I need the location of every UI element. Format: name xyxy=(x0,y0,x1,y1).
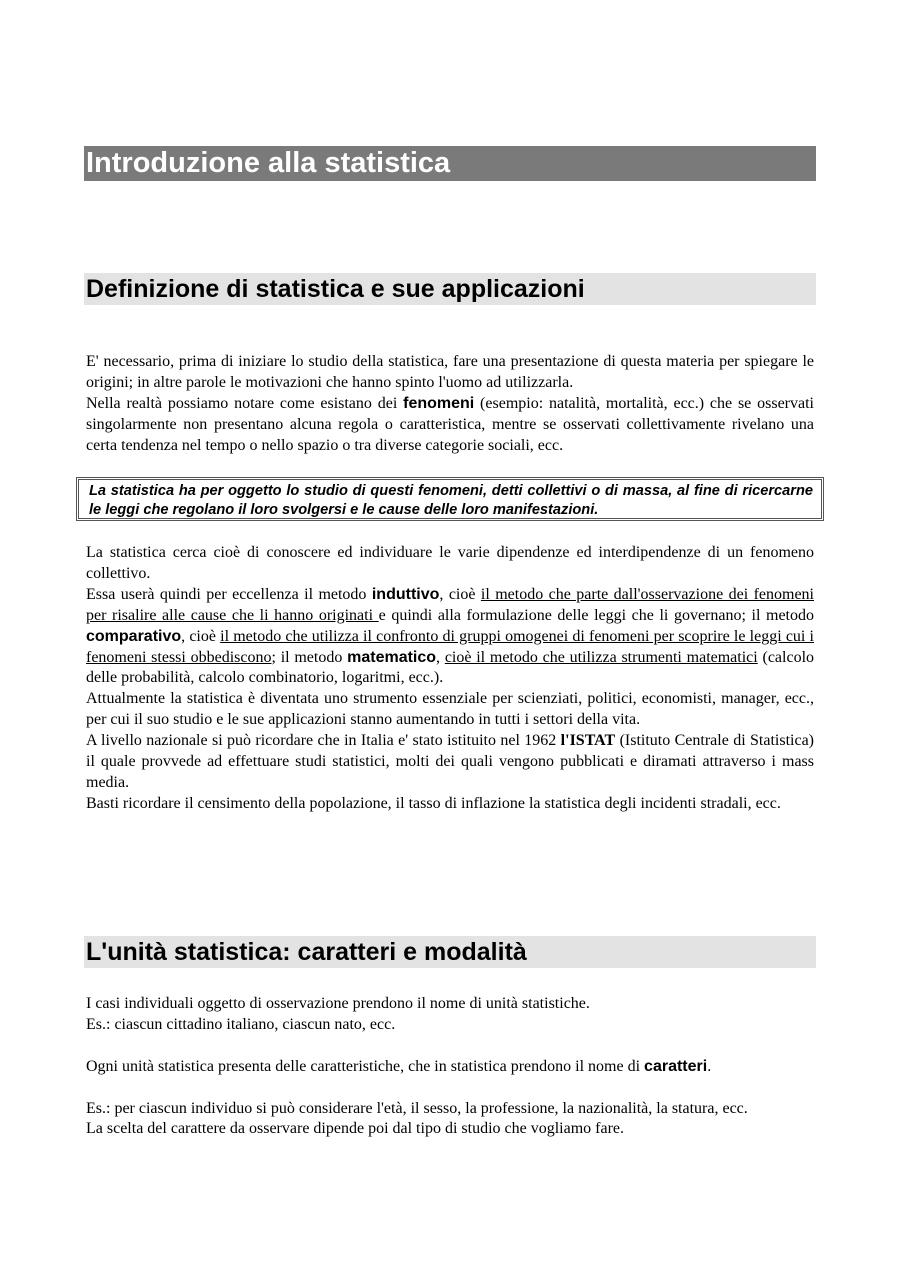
paragraph: Es.: per ciascun individuo si può considerare l'età, il sesso, la professione, la nazionalità, la statura, ecc. xyxy=(86,1099,748,1117)
paragraph: Ogni unità statistica presenta delle caratteristiche, che in statistica prendono il nome di caratteri. xyxy=(86,1057,712,1075)
term-comparativo: comparativo xyxy=(86,627,182,645)
paragraph: E' necessario, prima di iniziare lo studio della statistica, fare una presentazione di questa materia per spiegare le origini; in altre parole le motivazioni che hanno spinto l'uomo ad utilizzarla. xyxy=(86,353,814,391)
paragraph: La scelta del carattere da osservare dipende poi dal tipo di studio che vogliamo fare. xyxy=(86,1120,625,1138)
paragraph: I casi individuali oggetto di osservazione prendono il nome di unità statistiche. xyxy=(86,995,590,1012)
term-fenomeni: fenomeni xyxy=(403,394,475,412)
paragraph: Essa userà quindi per eccellenza il metodo induttivo, cioè il metodo che parte dall'osservazione dei fenomeni per risalire alle cause che li hanno originati e quindi alla formulazione delle leggi che li governano; il metodo comparativo, cioè il metodo che utilizza il confronto di gruppi omogenei di fenomeni per scoprire le leggi cui i fenomeni stessi obbediscono; il metodo matematico, cioè il metodo che utilizza strumenti matematici (calcolo delle probabilità, calcolo combinatorio, logaritmi, ecc.). xyxy=(86,585,815,687)
paragraph: A livello nazionale si può ricordare che in Italia e' stato istituito nel 1962 l'ISTAT (Istituto Centrale di Statistica) il quale provvede ad effettuare studi statistici, molti dei quali vengono pubblicati e diramati attraverso i mass media. xyxy=(86,732,815,791)
section-heading-unita: L'unità statistica: caratteri e modalità xyxy=(84,936,816,968)
paragraph: La statistica cerca cioè di conoscere ed individuare le varie dipendenze ed interdipendenze di un fenomeno collettivo. xyxy=(86,544,814,582)
page-title: Introduzione alla statistica xyxy=(84,146,816,181)
paragraph: Attualmente la statistica è diventata uno strumento essenziale per scienziati, politici, economisti, manager, ecc., per cui il suo studio e le sue applicazioni stanno aumentando in tutti i settori della vita. xyxy=(86,690,814,729)
underlined-definition: il metodo che utilizza il confronto di gruppi omogenei di fenomeni per scoprire le leggi cui i fenomeni stessi obbediscono xyxy=(86,627,814,666)
underlined-definition: il metodo che parte dall'osservazione dei fenomeni per risalire alle cause che li hanno originati xyxy=(86,585,814,624)
term-istat: l'ISTAT xyxy=(560,732,616,750)
term-caratteri: caratteri xyxy=(644,1057,708,1075)
underlined-definition: cioè il metodo che utilizza strumenti matematici xyxy=(444,648,758,666)
paragraph: Basti ricordare il censimento della popolazione, il tasso di inflazione la statistica degli incidenti stradali, ecc. xyxy=(86,794,781,812)
section-body-metodi xyxy=(86,543,814,815)
section-body-definizione xyxy=(86,352,814,457)
definition-box: La statistica ha per oggetto lo studio di questi fenomeni, detti collettivi o di massa, al fine di ricercarne le leggi che regolano il loro svolgersi e le cause delle loro manifestazioni. xyxy=(76,477,824,521)
term-induttivo: induttivo xyxy=(371,585,440,603)
paragraph: Es.: ciascun cittadino italiano, ciascun nato, ecc. xyxy=(86,1015,396,1033)
term-matematico: matematico xyxy=(347,648,437,666)
section-heading-definizione: Definizione di statistica e sue applicazioni xyxy=(84,273,816,305)
paragraph: Nella realtà possiamo notare come esistano dei fenomeni (esempio: natalità, mortalità, ecc.) che se osservati singolarmente non presentano alcuna regola o caratteristica, mentre se osservati collettivamente rivelano una certa tendenza nel tempo o nello spazio o tra diverse categorie sociali, ecc. xyxy=(86,394,814,454)
section-body-unita xyxy=(86,994,814,1140)
